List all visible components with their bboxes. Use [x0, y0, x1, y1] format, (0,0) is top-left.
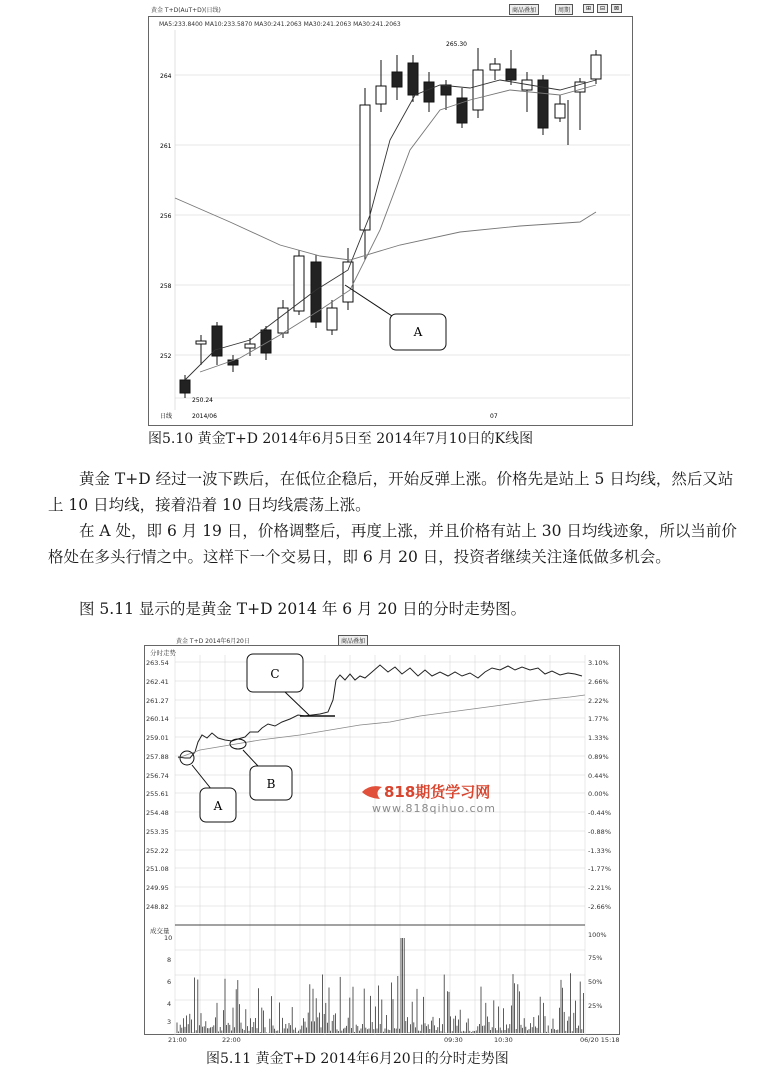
vol-tick: 10 — [164, 934, 173, 942]
pct-tick: 0.89% — [588, 753, 609, 761]
layout-button-2[interactable]: ⊟ — [597, 4, 608, 13]
y-tick-5: 252 — [160, 353, 172, 360]
watermark-logo — [362, 784, 382, 798]
price-tick: 256.74 — [146, 772, 169, 780]
layout-button-3[interactable]: ⊠ — [611, 4, 622, 13]
pct-tick: -2.66% — [588, 903, 611, 911]
intraday-callout-c: C — [270, 667, 280, 681]
kline-callout-a: A — [413, 325, 423, 339]
x-tick-2: 07 — [490, 413, 498, 420]
pct-tick: -1.77% — [588, 865, 611, 873]
pct-tick: 1.77% — [588, 715, 609, 723]
intraday-callout-a: A — [213, 799, 223, 813]
kline-title: 黄金 T+D(AuT+D)(日线) — [151, 7, 221, 14]
paragraph-2: 在 A 处，即 6 月 19 日，价格调整后，再度上涨，并且价格有站上 30 日均线迹象，所以当前价格处在多头行情之中。这样下一个交易日，即 6 月 20 日，投资者继续关注逢低做多机会。 — [48, 522, 737, 566]
pct-tick: -0.44% — [588, 809, 611, 817]
bottom-left-label: 日线 — [160, 413, 173, 420]
price-tick: 259.01 — [146, 734, 169, 742]
watermark-url: www.818qihuo.com — [372, 802, 496, 815]
vol-tick: 6 — [167, 978, 172, 986]
pct-tick: 0.00% — [588, 790, 609, 798]
price-tick: 261.27 — [146, 697, 169, 705]
x-tick: 22:00 — [222, 1036, 241, 1044]
x-tick-1: 2014/06 — [192, 413, 217, 420]
price-tick: 249.95 — [146, 884, 169, 892]
vol-tick: 8 — [167, 956, 172, 964]
pct-tick: -1.33% — [588, 847, 611, 855]
paragraph-3: 图 5.11 显示的是黄金 T+D 2014 年 6 月 20 日的分时走势图。 — [79, 600, 527, 618]
pct-tick: -0.88% — [588, 828, 611, 836]
vol-pct-tick: 75% — [588, 954, 603, 962]
y-tick-4: 258 — [160, 283, 172, 290]
pct-tick: 2.22% — [588, 697, 609, 705]
layout-button-1[interactable]: ⊞ — [583, 4, 594, 13]
intraday-title: 黄金 T+D 2014年6月20日 — [176, 638, 250, 645]
vol-pct-tick: 100% — [588, 931, 607, 939]
y-tick-2: 261 — [160, 143, 172, 150]
paragraph-1: 黄金 T+D 经过一波下跌后，在低位企稳后，开始反弹上涨。价格先是站上 5 日均线，然后又站上 10 日均线，接着沿着 10 日均线震荡上涨。 — [48, 470, 734, 514]
fig510-caption: 图5.10 黄金T+D 2014年6月5日至 2014年7月10日的K线图 — [148, 431, 534, 447]
low-label: 250.24 — [192, 397, 213, 404]
ma-legend: MA5:233.8400 MA10:233.5870 MA30:241.2063 MA30:241.2063 MA30:241.2063 — [159, 21, 401, 28]
pct-tick: -2.21% — [588, 884, 611, 892]
x-tick: 09:30 — [444, 1036, 463, 1044]
vol-pct-tick: 50% — [588, 978, 603, 986]
y-tick-1: 264 — [160, 73, 172, 80]
x-tick: 06/20 15:18 — [580, 1036, 620, 1044]
pct-tick: 1.33% — [588, 734, 609, 742]
volume-label: 成交量 — [150, 927, 170, 935]
vol-tick: 3 — [167, 1018, 172, 1026]
price-tick: 251.08 — [146, 865, 169, 873]
high-label: 265.30 — [446, 41, 467, 48]
price-tick: 260.14 — [146, 715, 169, 723]
sub-label: 分时走势 — [150, 649, 176, 657]
intraday-overlay-button[interactable]: 商品叠加 — [338, 635, 368, 646]
price-tick: 253.35 — [146, 828, 169, 836]
price-tick: 255.61 — [146, 790, 169, 798]
price-tick: 262.41 — [146, 678, 169, 686]
price-tick: 263.54 — [146, 659, 169, 667]
pct-tick: 2.66% — [588, 678, 609, 686]
price-tick: 252.22 — [146, 847, 169, 855]
pct-tick: 3.10% — [588, 659, 609, 667]
vol-tick: 4 — [167, 1000, 172, 1008]
price-tick: 248.82 — [146, 903, 169, 911]
fig511-caption: 图5.11 黄金T+D 2014年6月20日的分时走势图 — [206, 1051, 509, 1067]
intraday-callout-b: B — [266, 777, 276, 791]
product-overlay-button[interactable]: 商品叠加 — [509, 4, 539, 15]
pct-tick: 0.44% — [588, 772, 609, 780]
volume-bars — [177, 938, 583, 1033]
price-tick: 257.88 — [146, 753, 169, 761]
watermark-brand: 818期货学习网 — [384, 783, 491, 801]
x-tick: 21:00 — [168, 1036, 187, 1044]
vol-pct-tick: 25% — [588, 1002, 603, 1010]
price-tick: 254.48 — [146, 809, 169, 817]
period-button[interactable]: 周期 — [555, 4, 573, 15]
x-tick: 10:30 — [494, 1036, 513, 1044]
y-tick-3: 256 — [160, 213, 172, 220]
